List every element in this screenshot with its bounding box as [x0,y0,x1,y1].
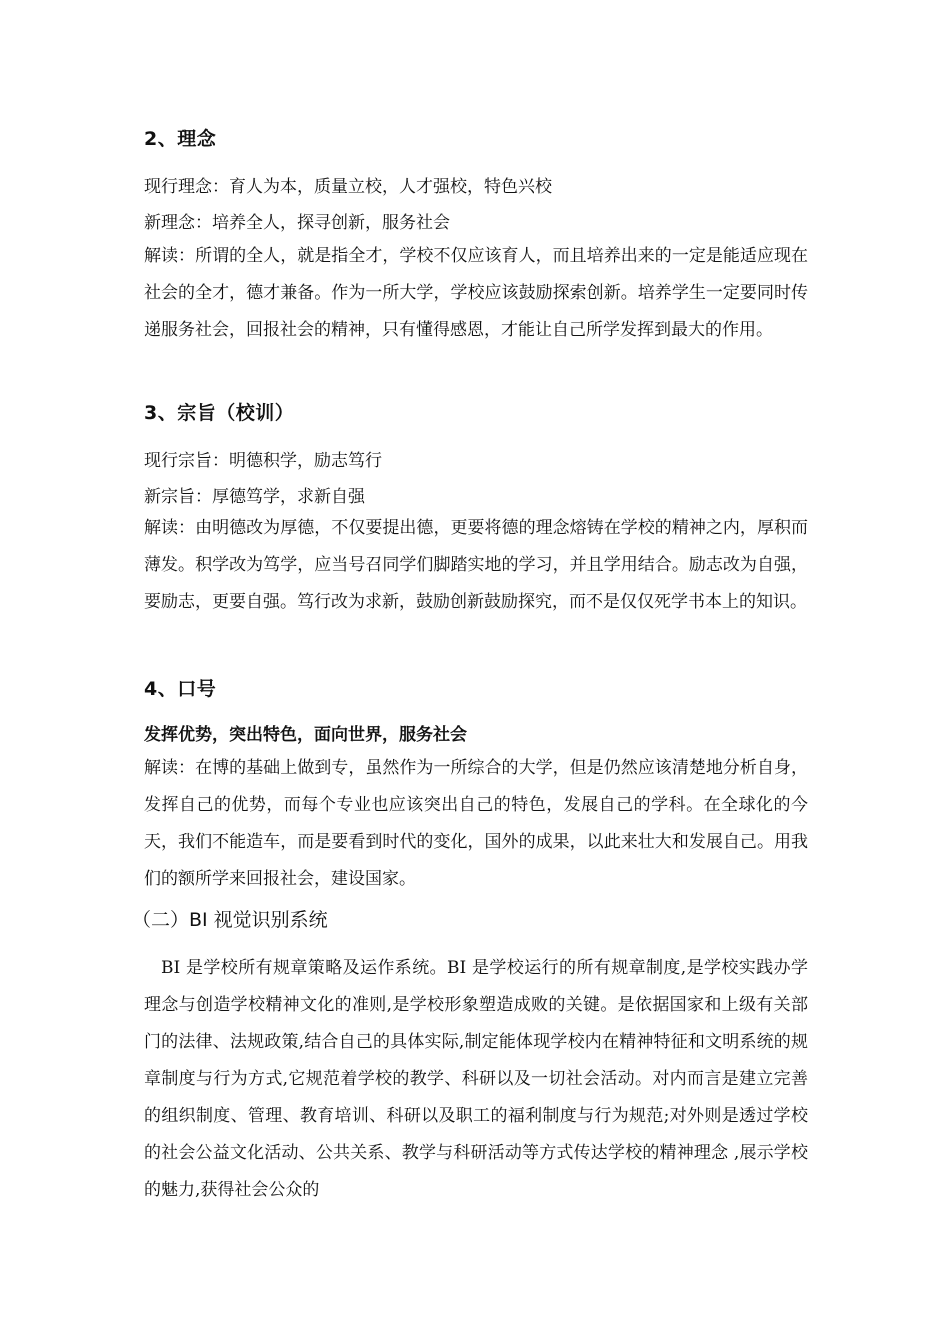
slogan-interpretation: 解读：在博的基础上做到专，虽然作为一所综合的大学，但是仍然应该清楚地分析自身，发挥自己的优势，而每个专业也应该突出自己的特色，发展自己的学科。在全球化的今天，我们不能造车，而是要看到时代的变化，国外的成果，以此来壮大和发展自己。用我们的额所学来回报社会，建设国家。 [144,758,808,889]
bi-paragraph: BI 是学校所有规章策略及运作系统。BI 是学校运行的所有规章制度,是学校实践办学理念与创造学校精神文化的准则,是学校形象塑造成败的关键。是依据国家和上级有关部门的法律、法规政策,结合自己的具体实际,制定能体现学校内在精神特征和文明系统的规章制度与行为方式,它规范着学校的教学、科研以及一切社会活动。对内而言是建立完善的组织制度、管理、教育培训、科研以及职工的福利制度与行为规范;对外则是透过学校的社会公益文化活动、公共关系、教学与科研活动等方式传达学校的精神理念 ,展示学校的魅力,获得社会公众的 [144,958,808,1200]
section-heading-philosophy: 2、理念 [144,128,217,150]
current-philosophy: 现行理念：育人为本，质量立校，人才强校，特色兴校 [144,177,552,197]
current-motto: 现行宗旨：明德积学，励志笃行 [144,451,382,471]
philosophy-interpretation: 解读：所谓的全人，就是指全才，学校不仅应该育人，而且培养出来的一定是能适应现在社会的全才，德才兼备。作为一所大学，学校应该鼓励探索创新。培养学生一定要同时传递服务社会，回报社会的精神，只有懂得感恩，才能让自己所学发挥到最大的作用。 [144,246,808,340]
section-heading-slogan: 4、口号 [144,678,217,700]
motto-interpretation: 解读：由明德改为厚德，不仅要提出德，更要将德的理念熔铸在学校的精神之内，厚积而薄发。积学改为笃学，应当号召同学们脚踏实地的学习，并且学用结合。励志改为自强，要励志，更要自强。笃行改为求新，鼓励创新鼓励探究，而不是仅仅死学书本上的知识。 [144,518,808,612]
new-motto: 新宗旨：厚德笃学，求新自强 [144,487,365,507]
slogan-text: 发挥优势，突出特色，面向世界，服务社会 [144,725,467,745]
bi-section-title: （二）BI 视觉识别系统 [132,909,328,931]
new-philosophy: 新理念：培养全人，探寻创新，服务社会 [144,213,450,233]
section-heading-motto: 3、宗旨（校训） [144,402,295,424]
